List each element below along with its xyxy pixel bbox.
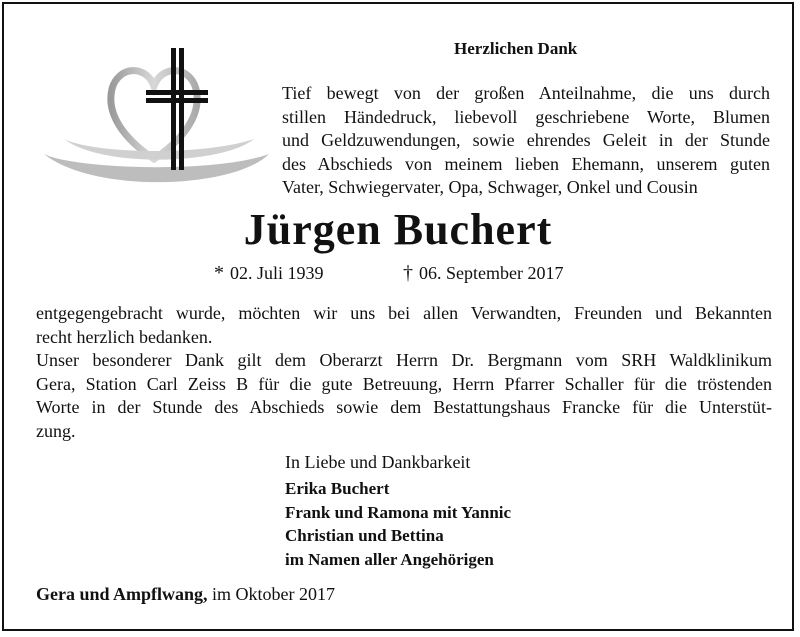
intro-line: stillen Händedruck, liebevoll geschriebene Worte, Blumen: [282, 106, 770, 127]
signer: Erika Buchert: [285, 479, 390, 498]
signer: Christian und Bettina: [285, 526, 444, 545]
body-paragraph: [36, 302, 772, 443]
body-line: entgegengebracht wurde, möchten wir uns bei allen Verwandten, Freunden und Bekannten: [36, 303, 772, 323]
signer: im Namen aller Angehörigen: [285, 549, 494, 569]
intro-line: und Geldzuwendungen, sowie ehrendes Geleit in der Stunde: [282, 130, 770, 150]
death-date-text: 06. September 2017: [419, 263, 564, 283]
signers-list: [285, 477, 511, 571]
body-line: Gera, Station Carl Zeiss B für die gute Betreuung, Herrn Pfarrer Schaller für die tröstenden: [36, 373, 772, 394]
body-line: recht herzlich bedanken.: [36, 326, 213, 347]
heading: Herzlichen Dank: [454, 39, 578, 58]
closing-phrase: In Liebe und Dankbarkeit: [285, 452, 471, 472]
intro-line: Tief bewegt von der großen Anteilnahme, die uns durch: [282, 83, 770, 103]
date-line: im Oktober 2017: [212, 584, 336, 604]
death-date: [403, 262, 563, 285]
intro-line: Vater, Schwiegervater, Opa, Schwager, Onkel und Cousin: [282, 177, 698, 197]
death-symbol: †: [403, 262, 413, 284]
intro-line: des Abschieds von meinem lieben Ehemann, unserem guten: [282, 153, 770, 174]
body-line: Worte in der Stunde des Abschieds sowie dem Bestattungshaus Francke für die Unterstüt-: [36, 397, 772, 417]
intro-paragraph: [282, 82, 770, 200]
birth-symbol: *: [214, 262, 224, 284]
signer: Frank und Ramona mit Yannic: [285, 502, 512, 522]
cross-heart-icon: [34, 44, 274, 194]
place: Gera und Ampflwang,: [36, 584, 208, 604]
place-date-line: [36, 584, 335, 605]
body-line: zung.: [36, 420, 76, 441]
birth-date: [214, 262, 324, 285]
obituary-notice: [2, 2, 794, 631]
deceased-name: Jürgen Buchert: [243, 205, 553, 254]
body-line: Unser besonderer Dank gilt dem Oberarzt Herrn Dr. Bergmann vom SRH Waldklinikum: [36, 350, 772, 370]
birth-date-text: 02. Juli 1939: [230, 263, 324, 283]
